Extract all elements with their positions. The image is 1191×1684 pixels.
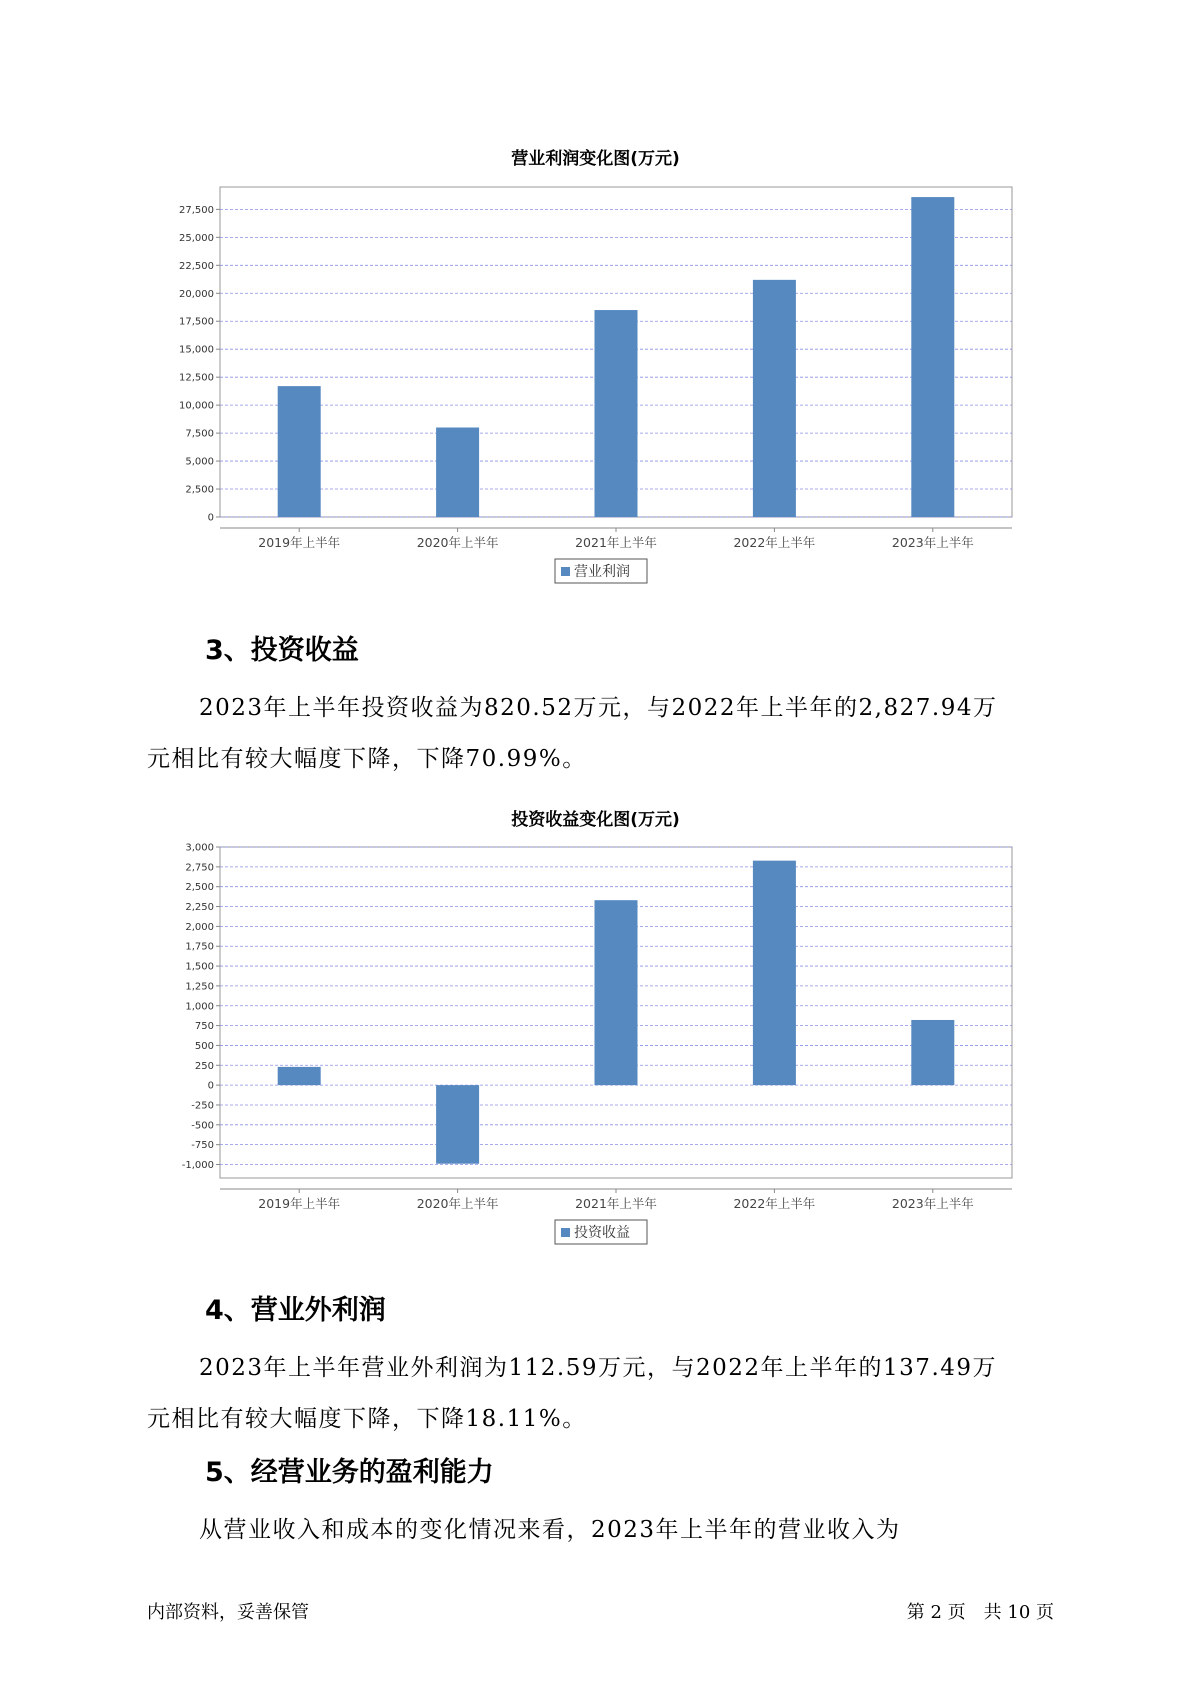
footer-page-number: 第 2 页 共 10 页	[906, 1602, 1054, 1623]
chart2-category-label: 2023年上半年	[891, 1196, 974, 1211]
section-4-heading: 4、营业外利润	[205, 1295, 386, 1326]
section-5-line-1: 从营业收入和成本的变化情况来看，2023年上半年的营业收入为	[199, 1517, 901, 1543]
chart2-ytick-label: 2,500	[185, 882, 214, 894]
section-4-paragraph	[147, 1343, 1047, 1445]
chart1-ytick-label: 10,000	[179, 400, 214, 412]
chart2-legend	[555, 1220, 647, 1244]
chart1-ytick-label: 22,500	[179, 260, 214, 272]
chart1-title: 营业利润变化图(万元)	[511, 149, 680, 169]
chart2-ytick-label: 1,500	[185, 961, 214, 973]
chart2-bar	[911, 1020, 954, 1085]
chart1-ytick-label: 2,500	[185, 484, 214, 496]
chart2-ytick-label: 0	[207, 1080, 214, 1092]
chart2-ytick-label: 750	[194, 1021, 214, 1033]
chart2-category-label: 2022年上半年	[733, 1196, 816, 1211]
chart2-ytick-label: 3,000	[185, 842, 214, 854]
chart1-ytick-label: 12,500	[179, 372, 214, 384]
chart1-category-label: 2019年上半年	[258, 535, 341, 550]
chart2-ytick-label: -500	[191, 1120, 214, 1132]
chart1-bar	[753, 280, 796, 517]
chart2-bar	[753, 861, 796, 1085]
chart1-ytick-label: 7,500	[185, 428, 214, 440]
chart2-ytick-label: 2,250	[185, 902, 214, 914]
section-4-line-2: 元相比有较大幅度下降，下降18.11%。	[147, 1406, 587, 1432]
chart2-ytick-label: 1,000	[185, 1001, 214, 1013]
chart1-ytick-label: 5,000	[185, 456, 214, 468]
section-3-line-2: 元相比有较大幅度下降，下降70.99%。	[147, 746, 587, 772]
chart2-ytick-label: 1,250	[185, 981, 214, 993]
chart2-ytick-label: -1,000	[181, 1160, 214, 1172]
footer-confidential-note: 内部资料，妥善保管	[147, 1602, 309, 1623]
section-5-heading: 5、经营业务的盈利能力	[205, 1457, 494, 1488]
chart1-ytick-label: 20,000	[179, 288, 214, 300]
chart1-ytick-label: 25,000	[179, 232, 214, 244]
chart1-bar	[911, 197, 954, 517]
chart2-ytick-label: 1,750	[185, 941, 214, 953]
chart1-category-label: 2021年上半年	[575, 535, 657, 550]
section-3-line-1: 2023年上半年投资收益为820.52万元，与2022年上半年的2,827.94万	[199, 695, 998, 721]
chart1-legend	[555, 559, 647, 583]
chart2-title: 投资收益变化图(万元)	[511, 810, 680, 830]
chart2-ytick-label: -250	[191, 1100, 214, 1112]
chart2-legend-label: 投资收益	[574, 1225, 630, 1241]
chart1-bar	[595, 310, 638, 517]
section-4-line-1: 2023年上半年营业外利润为112.59万元，与2022年上半年的137.49万	[199, 1355, 998, 1381]
section-3-paragraph	[147, 683, 1047, 785]
chart2-ytick-label: 2,750	[185, 862, 214, 874]
section-3-heading: 3、投资收益	[205, 635, 359, 666]
chart1-bar	[436, 428, 479, 517]
chart1-ytick-label: 17,500	[179, 316, 214, 328]
chart2-bar	[595, 900, 638, 1085]
chart1-bar	[278, 386, 321, 517]
chart1-ytick-label: 27,500	[179, 204, 214, 216]
chart1-ytick-label: 15,000	[179, 344, 214, 356]
chart2-bar	[436, 1085, 479, 1164]
chart2-bar	[278, 1067, 321, 1085]
chart1-category-label: 2023年上半年	[891, 535, 974, 550]
chart1-category-label: 2022年上半年	[733, 535, 816, 550]
chart2-legend-swatch	[561, 1228, 570, 1237]
chart2-ytick-label: -750	[191, 1140, 214, 1152]
chart2-category-label: 2019年上半年	[258, 1196, 341, 1211]
investment-income-chart	[0, 830, 1191, 1250]
chart1-legend-swatch	[561, 567, 570, 576]
chart1-legend-label: 营业利润	[574, 564, 630, 580]
chart2-category-label: 2021年上半年	[575, 1196, 657, 1211]
chart2-ytick-label: 500	[194, 1040, 214, 1052]
operating-profit-chart	[0, 170, 1191, 590]
chart1-ytick-label: 0	[207, 512, 214, 524]
section-5-paragraph	[147, 1505, 1047, 1556]
chart2-ytick-label: 2,000	[185, 921, 214, 933]
chart2-ytick-label: 250	[194, 1060, 214, 1072]
chart2-category-label: 2020年上半年	[416, 1196, 499, 1211]
chart1-category-label: 2020年上半年	[416, 535, 499, 550]
